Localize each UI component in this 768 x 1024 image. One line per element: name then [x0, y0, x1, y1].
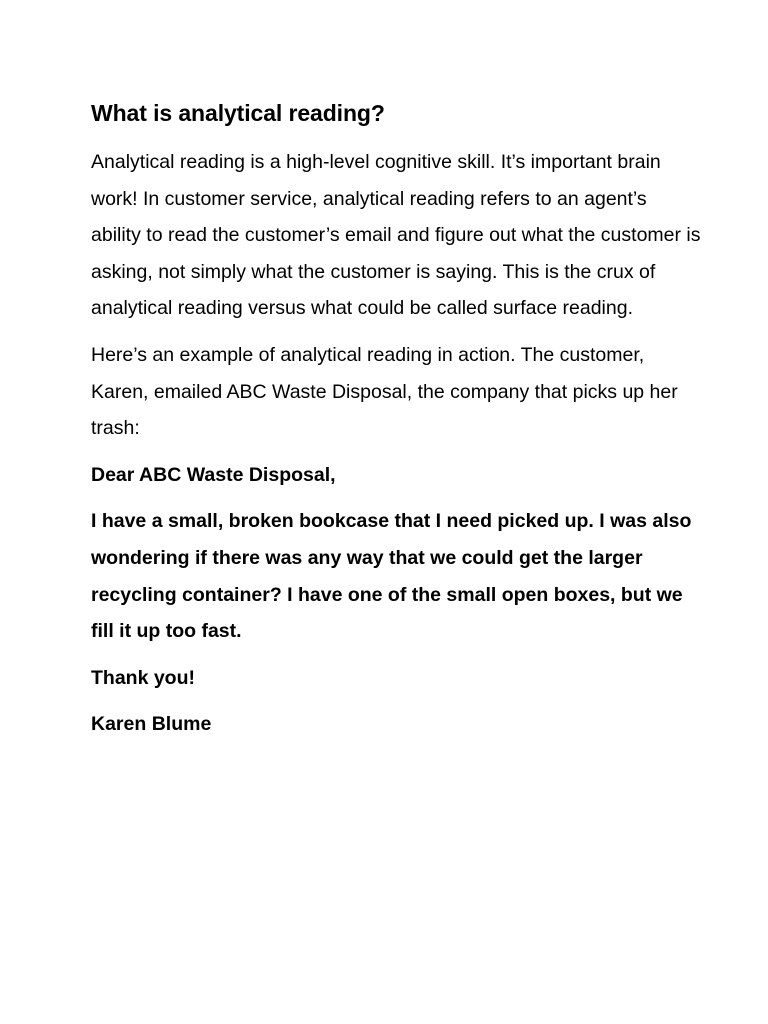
paragraph-example-intro: Here’s an example of analytical reading in action. The customer, Karen, emailed ABC Waste Disposal, the company that picks up her trash: [91, 343, 678, 440]
email-body: I have a small, broken bookcase that I need picked up. I was also wondering if there was any way that we could get the larger recycling container? I have one of the small open boxes, but we fill it up too fast. [91, 510, 692, 643]
page-title: What is analytical reading? [91, 100, 385, 126]
email-greeting: Dear ABC Waste Disposal, [91, 463, 336, 486]
email-signature: Karen Blume [91, 713, 212, 736]
email-closing: Thank you! [91, 666, 196, 689]
document-page [91, 96, 701, 753]
paragraph-definition: Analytical reading is a high-level cognitive skill. It’s important brain work! In customer service, analytical reading refers to an agent’s ability to read the customer’s email and figure out what the customer is asking, not simply what the customer is saying. This is the crux of analytical reading versus what could be called surface reading. [91, 151, 701, 320]
